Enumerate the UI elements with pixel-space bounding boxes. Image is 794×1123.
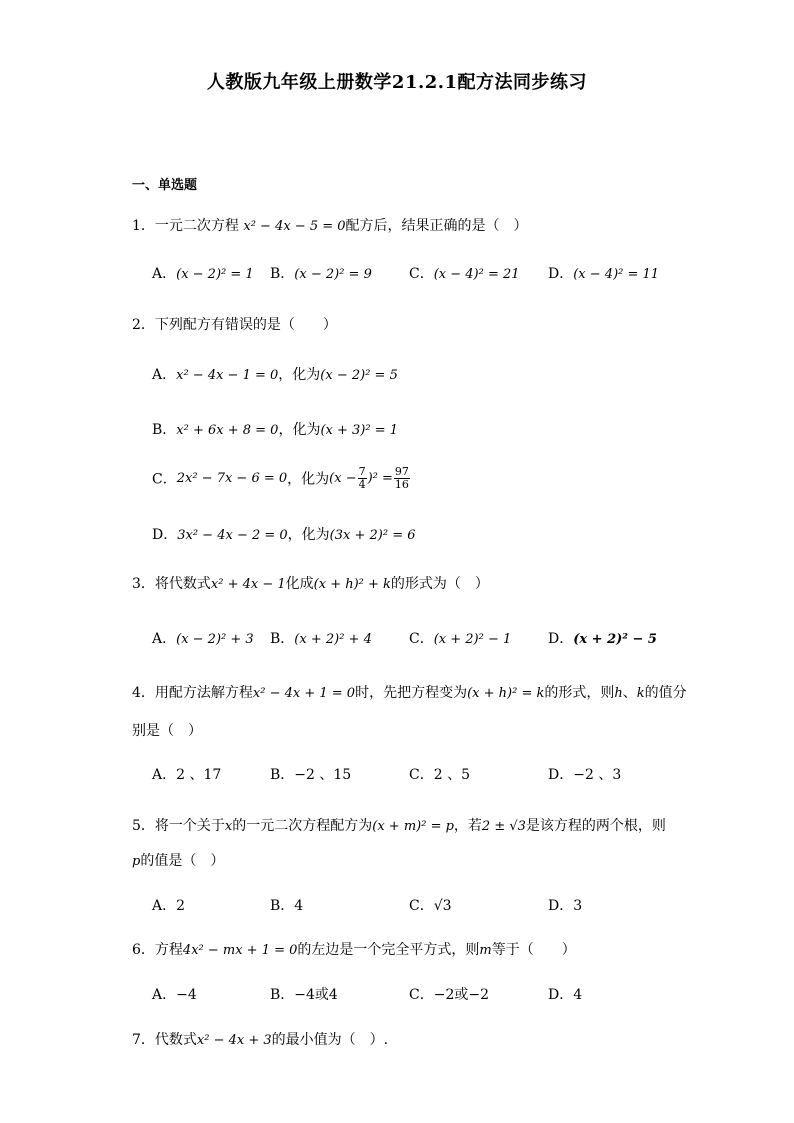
fraction-97-16: $\frac{97}{16}$ — [394, 465, 409, 491]
question-5-stem: 5．将一个关于x的一元二次方程配方为(x + m)² = p，若2 ± √3是该方程的两个根，则 — [132, 818, 666, 834]
q1-option-a: A．(x − 2)² = 1 — [152, 266, 254, 282]
q1-option-d: D．(x − 4)² = 11 — [548, 266, 660, 282]
q5-option-d: D．3 — [548, 898, 583, 914]
q6-option-d: D．4 — [548, 987, 583, 1003]
q2-option-d: D．3x² − 4x − 2 = 0，化为(3x + 2)² = 6 — [152, 527, 416, 543]
q5-option-b: B．4 — [270, 898, 304, 914]
question-7-stem: 7．代数式x² − 4x + 3的最小值为（ ）. — [132, 1032, 389, 1048]
q4-option-c: C．2 、5 — [409, 767, 470, 783]
q2-option-c: C．2x² − 7x − 6 = 0，化为(x − $\frac{7}{4}$ )² = $\frac{97}{16}$ — [152, 465, 409, 491]
q6-option-a: A．−4 — [152, 987, 197, 1003]
q5-option-c: C．√3 — [409, 898, 452, 914]
q4-option-b: B．−2 、15 — [270, 767, 352, 783]
q6-option-c: C．−2或−2 — [409, 987, 489, 1003]
q3-option-a: A．(x − 2)² + 3 — [152, 631, 254, 647]
q4-option-a: A．2 、17 — [152, 767, 222, 783]
page-title: 人教版九年级上册数学21.2.1配方法同步练习 — [206, 72, 588, 93]
q5-option-a: A．2 — [152, 898, 186, 914]
q3-option-c: C．(x + 2)² − 1 — [409, 631, 512, 647]
q2-option-b: B．x² + 6x + 8 = 0，化为(x + 3)² = 1 — [152, 422, 399, 438]
q3-option-b: B．(x + 2)² + 4 — [270, 631, 372, 647]
fraction-7-4: $\frac{7}{4}$ — [358, 465, 366, 491]
section-heading: 一、单选题 — [132, 178, 198, 193]
question-1-stem: 1．一元二次方程 x² − 4x − 5 = 0配方后，结果正确的是（ ） — [132, 218, 528, 234]
q2-option-a: A．x² − 4x − 1 = 0，化为(x − 2)² = 5 — [152, 367, 398, 383]
q1-option-c: C．(x − 4)² = 21 — [409, 266, 520, 282]
q1-option-b: B．(x − 2)² = 9 — [270, 266, 372, 282]
q3-option-d: D．(x + 2)² − 5 — [548, 631, 657, 647]
q4-option-d: D．−2 、3 — [548, 767, 622, 783]
question-3-stem: 3．将代数式x² + 4x − 1化成(x + h)² + k的形式为（ ） — [132, 576, 489, 592]
question-4-stem-line2: 别是（ ） — [132, 723, 202, 739]
question-4-stem: 4．用配方法解方程x² − 4x + 1 = 0时，先把方程变为(x + h)² = k的形式，则h、k的值分 — [132, 685, 687, 701]
q6-option-b: B．−4或4 — [270, 987, 338, 1003]
question-2-stem: 2．下列配方有错误的是（ ） — [132, 317, 337, 333]
question-6-stem: 6．方程4x² − mx + 1 = 0的左边是一个完全平方式，则m等于（ ） — [132, 942, 576, 958]
question-5-stem-line2: p的值是（ ） — [132, 853, 225, 869]
